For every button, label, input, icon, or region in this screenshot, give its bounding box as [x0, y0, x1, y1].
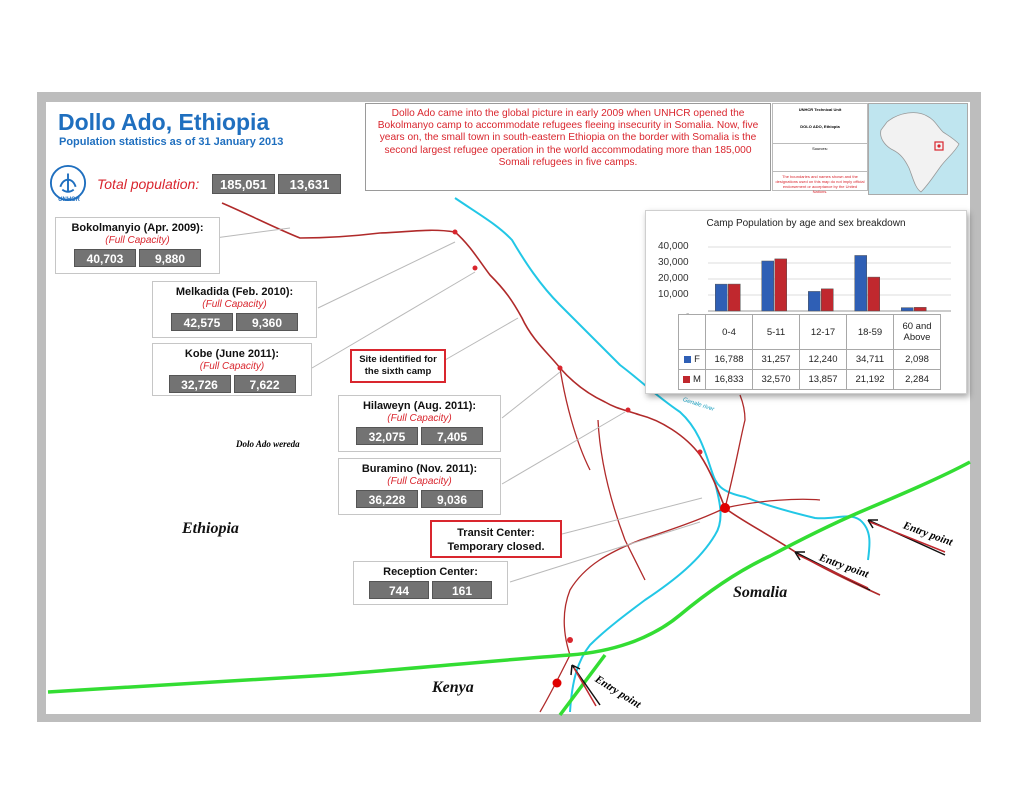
category-label: 5-11 [753, 315, 800, 350]
camp-capacity: (Full Capacity) [387, 413, 452, 424]
camp-capacity: (Full Capacity) [105, 235, 170, 246]
chart-title: Camp Population by age and sex breakdown [706, 218, 906, 229]
bar-m-2 [821, 289, 833, 311]
road-branch [540, 368, 820, 712]
y-tick-label: 30,000 [658, 257, 689, 268]
camp-capacity: (Full Capacity) [202, 299, 267, 310]
camp-name: Bokolmanyio (Apr. 2009): [71, 222, 204, 234]
category-label: 60 and Above [894, 315, 941, 350]
camp-households: 161 [432, 581, 492, 599]
unhcr-logo-text: UNHCR [58, 197, 80, 203]
map-legend [772, 103, 868, 194]
label-somalia: Somalia [733, 584, 788, 601]
africa-outline-icon [869, 104, 968, 195]
camp-population: 32,075 [356, 427, 418, 445]
legend-swatch-f [684, 356, 691, 363]
camp-population: 744 [369, 581, 429, 599]
bar-f-4 [901, 308, 913, 311]
data-label: 16,788 [706, 350, 753, 370]
data-label: 32,570 [753, 370, 800, 390]
camp-name: Buramino (Nov. 2011): [361, 463, 478, 475]
intro-text: Dollo Ado came into the global picture in early 2009 when UNHCR opened the Bokolmanyo camp to accommodate refugees fleeing insecurity in Somalia. Now, five years on, the small town in south-eastern Ethiopia on the border with Somalia is the second largest refugee operation in the world accommodating more than 185,000 Somali refugees in five camps. [365, 103, 771, 191]
camp-households: 9,360 [236, 313, 298, 331]
camp-bokolmanyio [55, 217, 220, 274]
bar-f-1 [762, 261, 774, 311]
camp-capacity: (Full Capacity) [387, 476, 452, 487]
bar-m-1 [775, 259, 787, 311]
legend-disclaimer: The boundaries and names shown and the designations used on this map do not imply official endorsement or acceptance by the United Nations. [773, 171, 867, 196]
bar-plot [646, 211, 966, 321]
y-tick-label: 40,000 [658, 241, 689, 252]
camp-name: Melkadida (Feb. 2010): [175, 286, 294, 298]
town-marker [567, 637, 573, 643]
camp-population: 40,703 [74, 249, 136, 267]
camp-households: 7,622 [234, 375, 296, 393]
legend-entry-m [679, 370, 706, 390]
bar-f-0 [715, 284, 727, 311]
bar-m-3 [868, 277, 880, 311]
y-tick-label: - [686, 309, 690, 320]
camp-hilaweyn [338, 395, 501, 452]
page-subtitle: Population statistics as of 31 January 2013 [59, 136, 284, 148]
data-label: 16,833 [706, 370, 753, 390]
bar-f-3 [855, 255, 867, 311]
data-label: 21,192 [847, 370, 894, 390]
entry-point-label: Entry point [817, 551, 871, 581]
transit-center-note: Transit Center: Temporary closed. [430, 520, 562, 558]
camp-name: Reception Center: [383, 566, 478, 578]
y-tick-label: 20,000 [658, 273, 689, 284]
category-label: 0-4 [706, 315, 753, 350]
total-label: Total population: [97, 176, 200, 192]
total-population-value: 185,051 [212, 174, 275, 194]
town-marker [553, 679, 562, 688]
legend-entry-f [679, 350, 706, 370]
data-label: 13,857 [800, 370, 847, 390]
camp-kobe [152, 343, 312, 396]
series-name: M [693, 374, 701, 385]
camp-population: 42,575 [171, 313, 233, 331]
data-label: 2,284 [894, 370, 941, 390]
label-wereda: Dolo Ado wereda [236, 439, 300, 449]
label-kenya: Kenya [432, 679, 474, 696]
legend-swatch-m [683, 376, 690, 383]
kenya-border [48, 462, 970, 692]
entry-point-label: Entry point [901, 519, 955, 549]
camp-marker [453, 230, 458, 235]
data-label: 12,240 [800, 350, 847, 370]
series-name: F [694, 354, 700, 365]
total-households-value: 13,631 [278, 174, 341, 194]
camp-population: 32,726 [169, 375, 231, 393]
camp-households: 9,036 [421, 490, 483, 508]
y-tick-label: 10,000 [658, 289, 689, 300]
camp-name: Kobe (June 2011): [184, 348, 280, 360]
camp-marker [698, 450, 703, 455]
camp-name: Hilaweyn (Aug. 2011): [362, 400, 477, 412]
sixth-camp-note: Site identified for the sixth camp [350, 349, 446, 383]
category-label: 12-17 [800, 315, 847, 350]
camp-marker [626, 408, 631, 413]
bar-m-4 [914, 307, 926, 311]
age-sex-chart [645, 210, 967, 394]
camp-marker [473, 266, 478, 271]
data-label: 34,711 [847, 350, 894, 370]
data-label: 2,098 [894, 350, 941, 370]
bar-m-0 [728, 284, 740, 311]
town-marker [720, 503, 730, 513]
camp-buramino [338, 458, 501, 515]
camp-marker [558, 366, 563, 371]
category-label: 18-59 [847, 315, 894, 350]
entry-point-label: Entry point [592, 673, 643, 711]
camp-households: 9,880 [139, 249, 201, 267]
camp-capacity: (Full Capacity) [199, 361, 265, 372]
legend-place: DOLO ADO, Ethiopia [800, 124, 840, 129]
total-figures [212, 174, 341, 194]
legend-sources: Sources: [773, 143, 867, 153]
camp-population: 36,228 [356, 490, 418, 508]
location-map [868, 103, 968, 195]
camp-households: 7,405 [421, 427, 483, 445]
data-table [678, 314, 941, 390]
page-title: Dollo Ado, Ethiopia [58, 109, 270, 135]
bar-f-2 [808, 291, 820, 311]
label-ethiopia: Ethiopia [182, 520, 239, 537]
river-label: Genale river [681, 397, 715, 413]
reception-center [353, 561, 508, 605]
legend-unit: UNHCR Technical Unit [798, 107, 842, 112]
camp-melkadida [152, 281, 317, 338]
data-label: 31,257 [753, 350, 800, 370]
